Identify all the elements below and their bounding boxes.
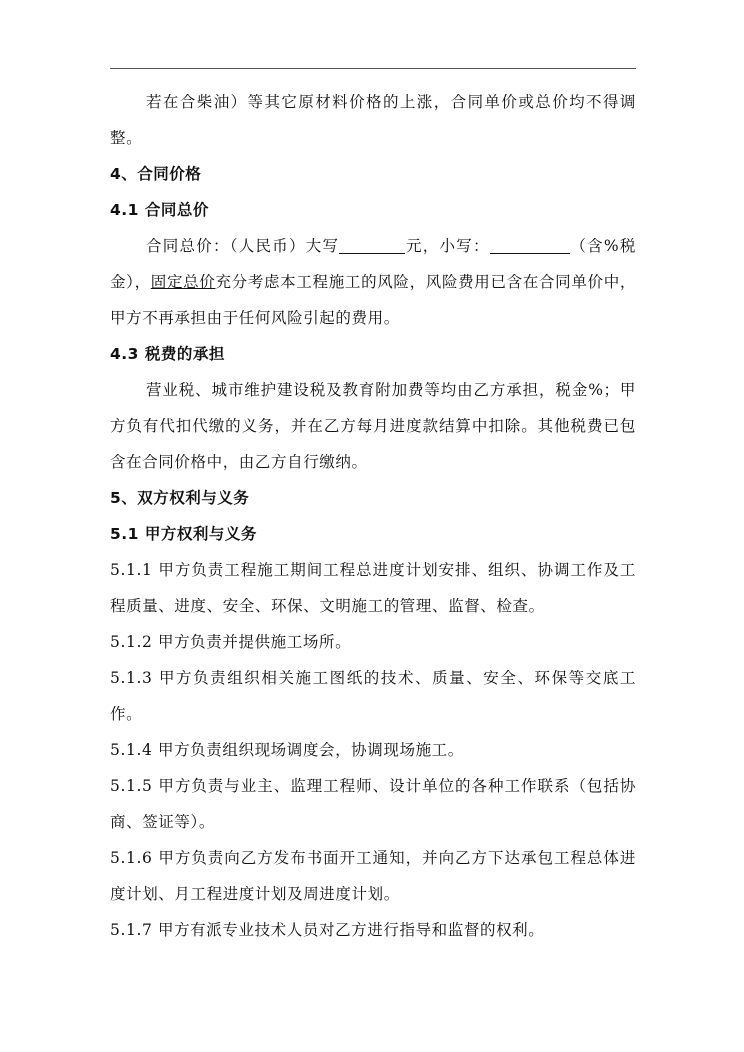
header-rule — [110, 68, 636, 69]
section-heading-4-3: 4.3 税费的承担 — [110, 345, 225, 363]
total-paren: （含 — [569, 237, 604, 255]
amount-words-blank[interactable] — [339, 235, 405, 254]
total-tax: %税金）， — [110, 237, 637, 291]
total-prefix: 合同总价：（人民币）大写 — [146, 237, 340, 255]
continuation-paragraph: 若在合柴油）等其它原材料价格的上涨，合同单价或总价均不得调整。 — [110, 93, 636, 147]
document-body — [110, 84, 636, 948]
section-heading-4-1: 4.1 合同总价 — [110, 201, 209, 219]
clause-5-1-7: 5.1.7 甲方有派专业技术人员对乙方进行指导和监督的权利。 — [110, 921, 545, 939]
total-yuan: 元，小写： — [405, 237, 490, 255]
clause-5-1-2: 5.1.2 甲方负责并提供施工场所。 — [110, 633, 352, 651]
tax-paragraph: 营业税、城市维护建设税及教育附加费等均由乙方承担，税金%；甲方负有代扣代缴的义务，并在乙方每月进度款结算中扣除。其他税费已包含在合同价格中，由乙方自行缴纳。 — [110, 381, 636, 471]
clause-5-1-5: 5.1.5 甲方负责与业主、监理工程师、设计单位的各种工作联系（包括协商、签证等）。 — [110, 777, 636, 831]
contract-total-paragraph — [110, 228, 636, 336]
section-heading-5: 5、双方权利与义务 — [110, 489, 250, 507]
amount-figures-blank[interactable] — [490, 235, 570, 254]
section-heading-4: 4、合同价格 — [110, 165, 202, 183]
clause-5-1-1: 5.1.1 甲方负责工程施工期间工程总进度计划安排、组织、协调工作及工程质量、进度、安全、环保、文明施工的管理、监督、检查。 — [110, 561, 636, 615]
clause-5-1-4: 5.1.4 甲方负责组织现场调度会，协调现场施工。 — [110, 741, 464, 759]
section-heading-5-1: 5.1 甲方权利与义务 — [110, 525, 257, 543]
fixed-total-underlined: 固定总价 — [150, 273, 216, 291]
total-rest: 充分考虑本工程施工的风险，风险费用已含在合同单价中，甲方不再承担由于任何风险引起的费用。 — [110, 273, 636, 327]
clause-5-1-3: 5.1.3 甲方负责组织相关施工图纸的技术、质量、安全、环保等交底工作。 — [110, 669, 636, 723]
clause-5-1-6: 5.1.6 甲方负责向乙方发布书面开工通知，并向乙方下达承包工程总体进度计划、月工程进度计划及周进度计划。 — [110, 849, 636, 903]
